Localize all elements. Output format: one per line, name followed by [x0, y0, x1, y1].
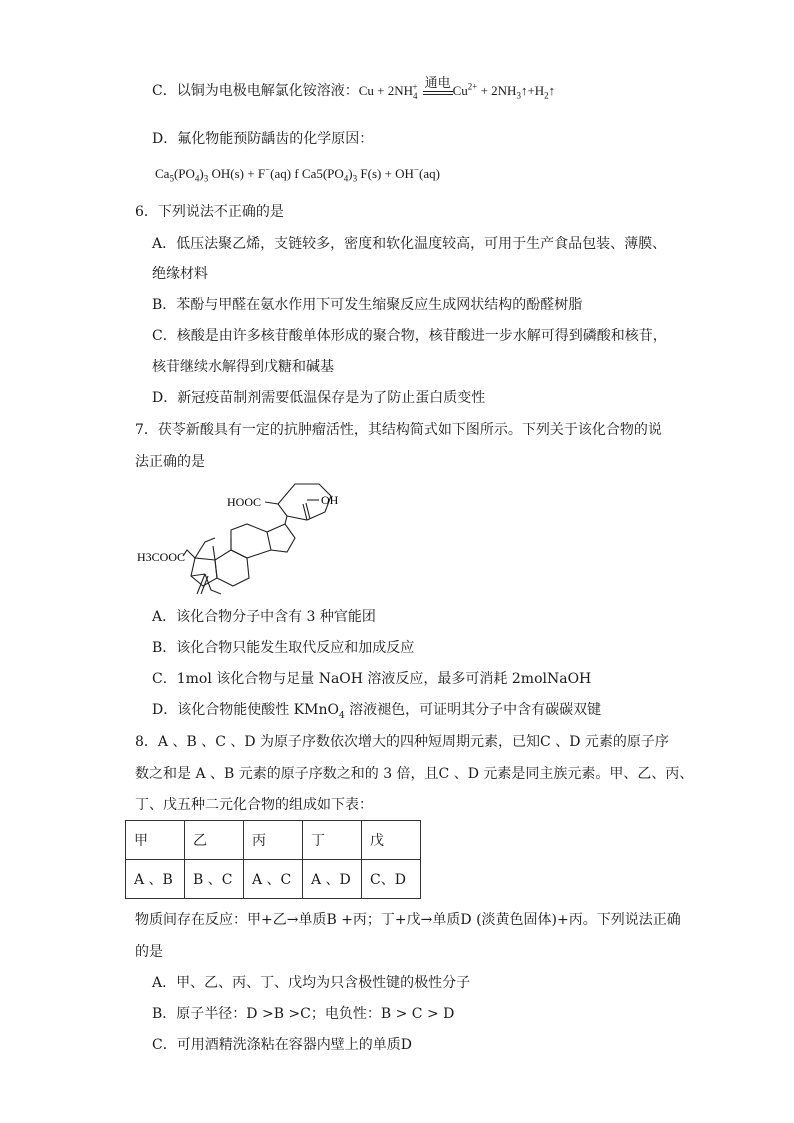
bond [191, 558, 217, 586]
eq-part: (aq) f Ca5(PO [270, 166, 344, 181]
q6-option-c: C．核酸是由许多核苷酸单体形成的聚合物，核苷酸进一步水解可得到磷酸和核苷， [152, 328, 667, 344]
eq-sub: 4 [343, 173, 349, 184]
bond [197, 574, 205, 594]
eq-sub: 2 [544, 90, 549, 101]
table-header-cell: 甲 [126, 821, 185, 860]
q7-option-c: C．1mol 该化合物与足量 NaOH 溶液反应，最多可消耗 2molNaOH [152, 671, 592, 687]
bond [213, 546, 215, 560]
eq-sub: 4 [194, 173, 200, 184]
eq-sub: 4 [413, 90, 418, 101]
q7-option-d [152, 700, 601, 720]
table-header-row [126, 821, 421, 860]
bond [265, 502, 278, 504]
q6-option-a: A．低压法聚乙烯，支链较多，密度和软化温度较高，可用于生产食品包装、薄膜、 [152, 236, 667, 252]
q8-option-c: C．可用酒精洗涤粘在容器内壁上的单质D [152, 1037, 412, 1053]
eq-sub: 5 [169, 173, 174, 184]
eq-part: Cu [452, 83, 468, 98]
q7-option-b: B．该化合物只能发生取代反应和加成反应 [152, 640, 415, 656]
table-header-cell: 丙 [244, 821, 303, 860]
table-cell: A 、C [244, 860, 303, 899]
eq-sub: 3 [516, 90, 521, 101]
q8-reaction: 物质间存在反应：甲+乙→单质B +丙；丁+戊→单质D (淡黄色固体)+丙。下列说法正确 [135, 912, 681, 928]
eq-part: Ca [155, 166, 170, 181]
eq-part: ) [199, 166, 204, 181]
table-cell: A 、B [126, 860, 185, 899]
table-header-cell: 乙 [185, 821, 244, 860]
q6-stem: 6．下列说法不正确的是 [135, 204, 284, 220]
compound-table [125, 820, 421, 899]
q6-option-a-cont: 绝缘材料 [152, 266, 208, 282]
q7-option-d-pre: D．该化合物能使酸性 KMnO [152, 702, 339, 718]
q8-stem-cont-1: 数之和是 A 、B 元素的原子序数之和的 3 倍，且C 、D 元素是同主族元素。甲、乙、丙、 [135, 766, 694, 782]
q7-stem: 7．茯苓新酸具有一定的抗肿瘤活性，其结构简式如下图所示。下列关于该化合物的说 [135, 422, 662, 438]
eq-part: OH(s) + F [208, 166, 266, 181]
eq-sup: − [265, 164, 271, 175]
bond [191, 574, 205, 576]
eq-part: ) [348, 166, 353, 181]
chemical-structure [135, 482, 375, 597]
eq-sub: 3 [352, 173, 358, 184]
table-header-cell: 戊 [362, 821, 421, 860]
q5-option-d-equation [155, 164, 440, 184]
bond [195, 538, 215, 558]
eq-sub: 3 [203, 173, 209, 184]
table-cell: B 、C [185, 860, 244, 899]
table-row [126, 860, 421, 899]
eq-part: ↑ [548, 83, 556, 98]
q7-stem-cont: 法正确的是 [135, 454, 205, 470]
q8-reaction-cont: 的是 [135, 944, 163, 960]
table-cell: C、D [362, 860, 421, 899]
eq-part: + 2NH [477, 83, 517, 98]
q8-stem-cont-2: 丁、戊五种二元化合物的组成如下表： [135, 797, 373, 813]
bond [285, 516, 287, 524]
label-hooc: HOOC [227, 495, 262, 509]
q8-stem: 8．A 、B 、C 、D 为原子序数依次增大的四种短周期元素，已知C 、D 元素的原子序 [135, 734, 669, 750]
electrolysis-arrow [423, 75, 453, 95]
table-header-cell: 丁 [303, 821, 362, 860]
bond [267, 524, 295, 552]
q5-option-c [152, 75, 556, 101]
q5-option-c-label: C．以铜为电极电解氯化铵溶液： [152, 83, 359, 99]
label-h3cooc: H3COOC [137, 550, 186, 564]
q8-option-b: B．原子半径：D >B >C；电负性：B > C > D [152, 1006, 455, 1022]
q5-option-d: D．氟化物能预防龋齿的化学原因： [152, 131, 374, 147]
bond [215, 550, 249, 586]
q7-option-a: A．该化合物分子中含有 3 种官能团 [152, 609, 376, 625]
eq-part: Cu + 2NH [358, 83, 413, 98]
eq-sup: + [412, 81, 418, 92]
table-cell: A 、D [303, 860, 362, 899]
q5-option-c-equation [358, 75, 556, 101]
bond [278, 504, 287, 516]
q6-option-c-cont: 核苷继续水解得到戊糖和碱基 [152, 359, 334, 375]
eq-part: F(s) + OH [357, 166, 414, 181]
eq-sup: 2+ [467, 81, 478, 92]
q7-option-d-post: 溶液褪色，可证明其分子中含有碳碳双键 [344, 702, 602, 718]
q6-option-b: B．苯酚与甲醛在氨水作用下可发生缩聚反应生成网状结构的酚醛树脂 [152, 297, 583, 313]
eq-sup: − [413, 164, 420, 175]
q7-option-d-sub: 4 [338, 710, 345, 721]
q6-option-d: D．新冠疫苗制剂需要低温保存是为了防止蛋白质变性 [152, 390, 486, 406]
label-oh: OH [321, 493, 339, 507]
eq-part: (PO [173, 166, 195, 181]
eq-part: (aq) [419, 166, 440, 181]
q8-option-a: A．甲、乙、丙、丁、戊均为只含极性键的极性分子 [152, 975, 471, 991]
eq-condition: 通电 [424, 75, 451, 91]
eq-part: ↑+H [520, 83, 545, 98]
